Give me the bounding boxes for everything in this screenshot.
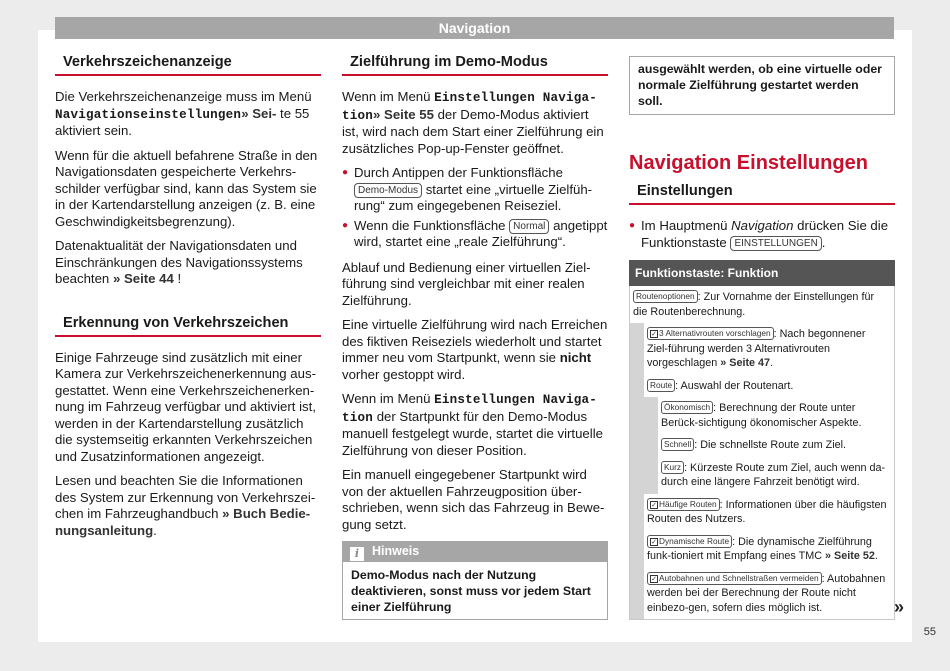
page-title: Navigation Einstellungen [629,152,868,174]
fast-button[interactable]: Schnell [661,438,694,451]
table-row [630,457,894,494]
cross-reference-link[interactable]: » Sei- [241,105,277,121]
alt-routes-checkbox[interactable]: ✓ 3 Alternativrouten vorschlagen [647,327,774,340]
table-row [630,375,894,398]
menu-name: Navigationseinstellungen [55,107,242,122]
checkbox-icon: ✓ [651,575,657,583]
paragraph: Lesen und beachten Sie die Informationen des System zur Erkennung von Verkehrszei-chen im Fahrzeughandbuch » Buch Bedie-nungsanleitung. [55,473,316,538]
table-cell: Routenoptionen : Zur Vornahme der Einstellungen für die Routenberechnung. [633,291,875,318]
route-button[interactable]: Route [647,379,675,392]
checkbox-icon: ✓ [651,501,657,509]
function-table [629,286,895,620]
settings-button[interactable]: EINSTELLUNGEN [730,236,821,251]
list-item: ● Wenn die Funktionsfläche Normal angetippt wird, startet eine „reale Zielführung“. [342,218,608,251]
chapter-header: Navigation [55,17,894,39]
checkbox-icon: ✓ [651,538,657,546]
table-row [630,568,894,620]
column-right [629,56,895,620]
column-left [55,53,321,547]
table-row [630,531,894,568]
hint-continuation: ausgewählt werden, ob eine virtuelle oder normale Zielführung gestartet werden soll. [629,56,895,115]
cross-reference-link[interactable]: » Seite 44 [112,271,174,286]
section-heading-settings: Einstellungen [629,182,895,205]
economic-button[interactable]: Ökonomisch [661,401,713,414]
table-row [630,286,894,323]
short-button[interactable]: Kurz [661,461,684,474]
hint-box [342,541,608,620]
column-middle [342,53,608,620]
hint-header: i Hinweis [342,541,608,562]
menu-name: Einstellungen Naviga-tion [342,393,598,425]
cross-reference-link[interactable]: » Seite 52 [825,550,875,562]
cross-reference-link[interactable]: » Seite 55 [373,106,434,122]
paragraph: Einige Fahrzeuge sind zusätzlich mit einer Kamera zur Verkehrszeichenerkennung aus-gestattet. Wenn eine Verkehrszeichenerken-nung im Fahrzeug verfügbar und aktiviert ist, werden in der Kartendarstellung zusätzlich die systemseitig erkannten Verkehrszeichen und Zusatzinformationen angezeigt. [55,349,316,464]
table-cell: ✓ 3 Alternativrouten vorschlagen : Nach begonnener Ziel-führung werden 3 Alternativrouten vorgeschlagen » Seite 47. [647,328,866,369]
section-heading-demo-mode: Zielführung im Demo-Modus [342,53,608,76]
table-row [630,397,894,434]
dynamic-route-checkbox[interactable]: ✓ Dynamische Route [647,535,732,548]
table-cell: Schnell : Die schnellste Route zum Ziel. [658,434,894,457]
list-item: ● Im Hauptmenü Navigation drücken Sie die Funktionstaste EINSTELLUNGEN . [629,218,895,251]
table-cell: ✓ Autobahnen und Schnellstraßen vermeiden : Autobahnen werden bei der Berechnung der Route nicht einbezo-gen, sofern dies möglich ist. [647,572,886,614]
paragraph: Wenn im Menü Einstellungen Naviga-tion der Startpunkt für den Demo-Modus manuell festgelegt wurde, startet die virtuelle Zielführung von dieser Position. [342,391,603,458]
table-cell: ✓ Häufige Routen : Informationen über die häufigsten Routen des Nutzers. [647,498,887,525]
paragraph: Die Verkehrszeichenanzeige muss im Menü Navigationseinstellungen» Sei- te 55 aktiviert sein. [55,89,312,138]
cross-reference-link[interactable]: » Seite 47 [720,357,771,369]
paragraph: Ein manuell eingegebener Startpunkt wird von der aktuellen Fahrzeugposition über-schrieben, wenn sich das Fahrzeug in Bewe-gung setzt. [342,467,605,532]
demo-mode-button[interactable]: Demo-Modus [354,183,422,198]
continued-arrow-icon: » [894,597,905,617]
route-options-button[interactable]: Routenoptionen [633,290,698,303]
section-heading-traffic-sign-display: Verkehrszeichenanzeige [55,53,321,76]
paragraph: Ablauf und Bedienung einer virtuellen Ziel-führung sind vergleichbar mit einer realen Zielführung. [342,259,591,308]
section-heading-traffic-sign-recognition: Erkennung von Verkehrszeichen [55,314,321,337]
table-cell: ✓ Dynamische Route : Die dynamische Zielführung funk-tioniert mit Empfang eines TMC » Seite 52. [647,535,878,562]
list-item: ● Durch Antippen der Funktionsfläche Demo-Modus startet eine „virtuelle Zielfüh-rung“ zum eingegebenen Reiseziel. [342,165,608,215]
table-row [630,323,894,375]
info-icon: i [350,547,364,561]
paragraph: Wenn für die aktuell befahrene Straße in den Navigationsdaten gespeicherte Verkehrs-schilder verfügbar sind, kann das System sie in der Kartendarstellung anzeigen (z. B. eine Geschwindigkeitsbegrenzung). [55,147,318,229]
table-header: Funktionstaste: Funktion [629,260,895,286]
table-row [630,434,894,457]
hint-body: Demo-Modus nach der Nutzung deaktivieren, sonst muss vor jedem Start einer Zielführung [342,562,608,620]
normal-button[interactable]: Normal [509,219,549,234]
cross-reference-link[interactable]: » Buch Bedie-nungsanleitung [55,506,311,538]
frequent-routes-checkbox[interactable]: ✓ Häufige Routen [647,498,720,511]
table-row [630,494,894,531]
menu-name: Einstellungen Naviga-tion [342,91,598,123]
checkbox-icon: ✓ [651,331,657,338]
table-cell: Route : Auswahl der Routenart. [644,375,894,398]
paragraph: Wenn im Menü Einstellungen Naviga-tion» Seite 55 der Demo-Modus aktiviert ist, wird nach dem Start einer Zielführung ein zusätzliches Pop-up-Fenster geöffnet. [342,89,604,156]
highways-checkbox[interactable]: ✓ Autobahnen und Schnellstraßen vermeiden [647,572,822,585]
table-cell: Ökonomisch : Berechnung der Route unter Berück-sichtigung ökonomischer Aspekte. [661,402,862,429]
paragraph: Eine virtuelle Zielführung wird nach Erreichen des fiktiven Reiseziels wiederholt und startet immer neu vom Startpunkt, wenn sie nicht vorher gestoppt wird. [342,317,608,382]
paragraph: Datenaktualität der Navigationsdaten und Einschränkungen des Navigationssystems beachten » Seite 44 ! [55,238,303,286]
table-cell: Kurz : Kürzeste Route zum Ziel, auch wenn da-durch eine längere Fahrzeit benötigt wird. [661,461,886,488]
page-number: 55 [923,626,936,638]
